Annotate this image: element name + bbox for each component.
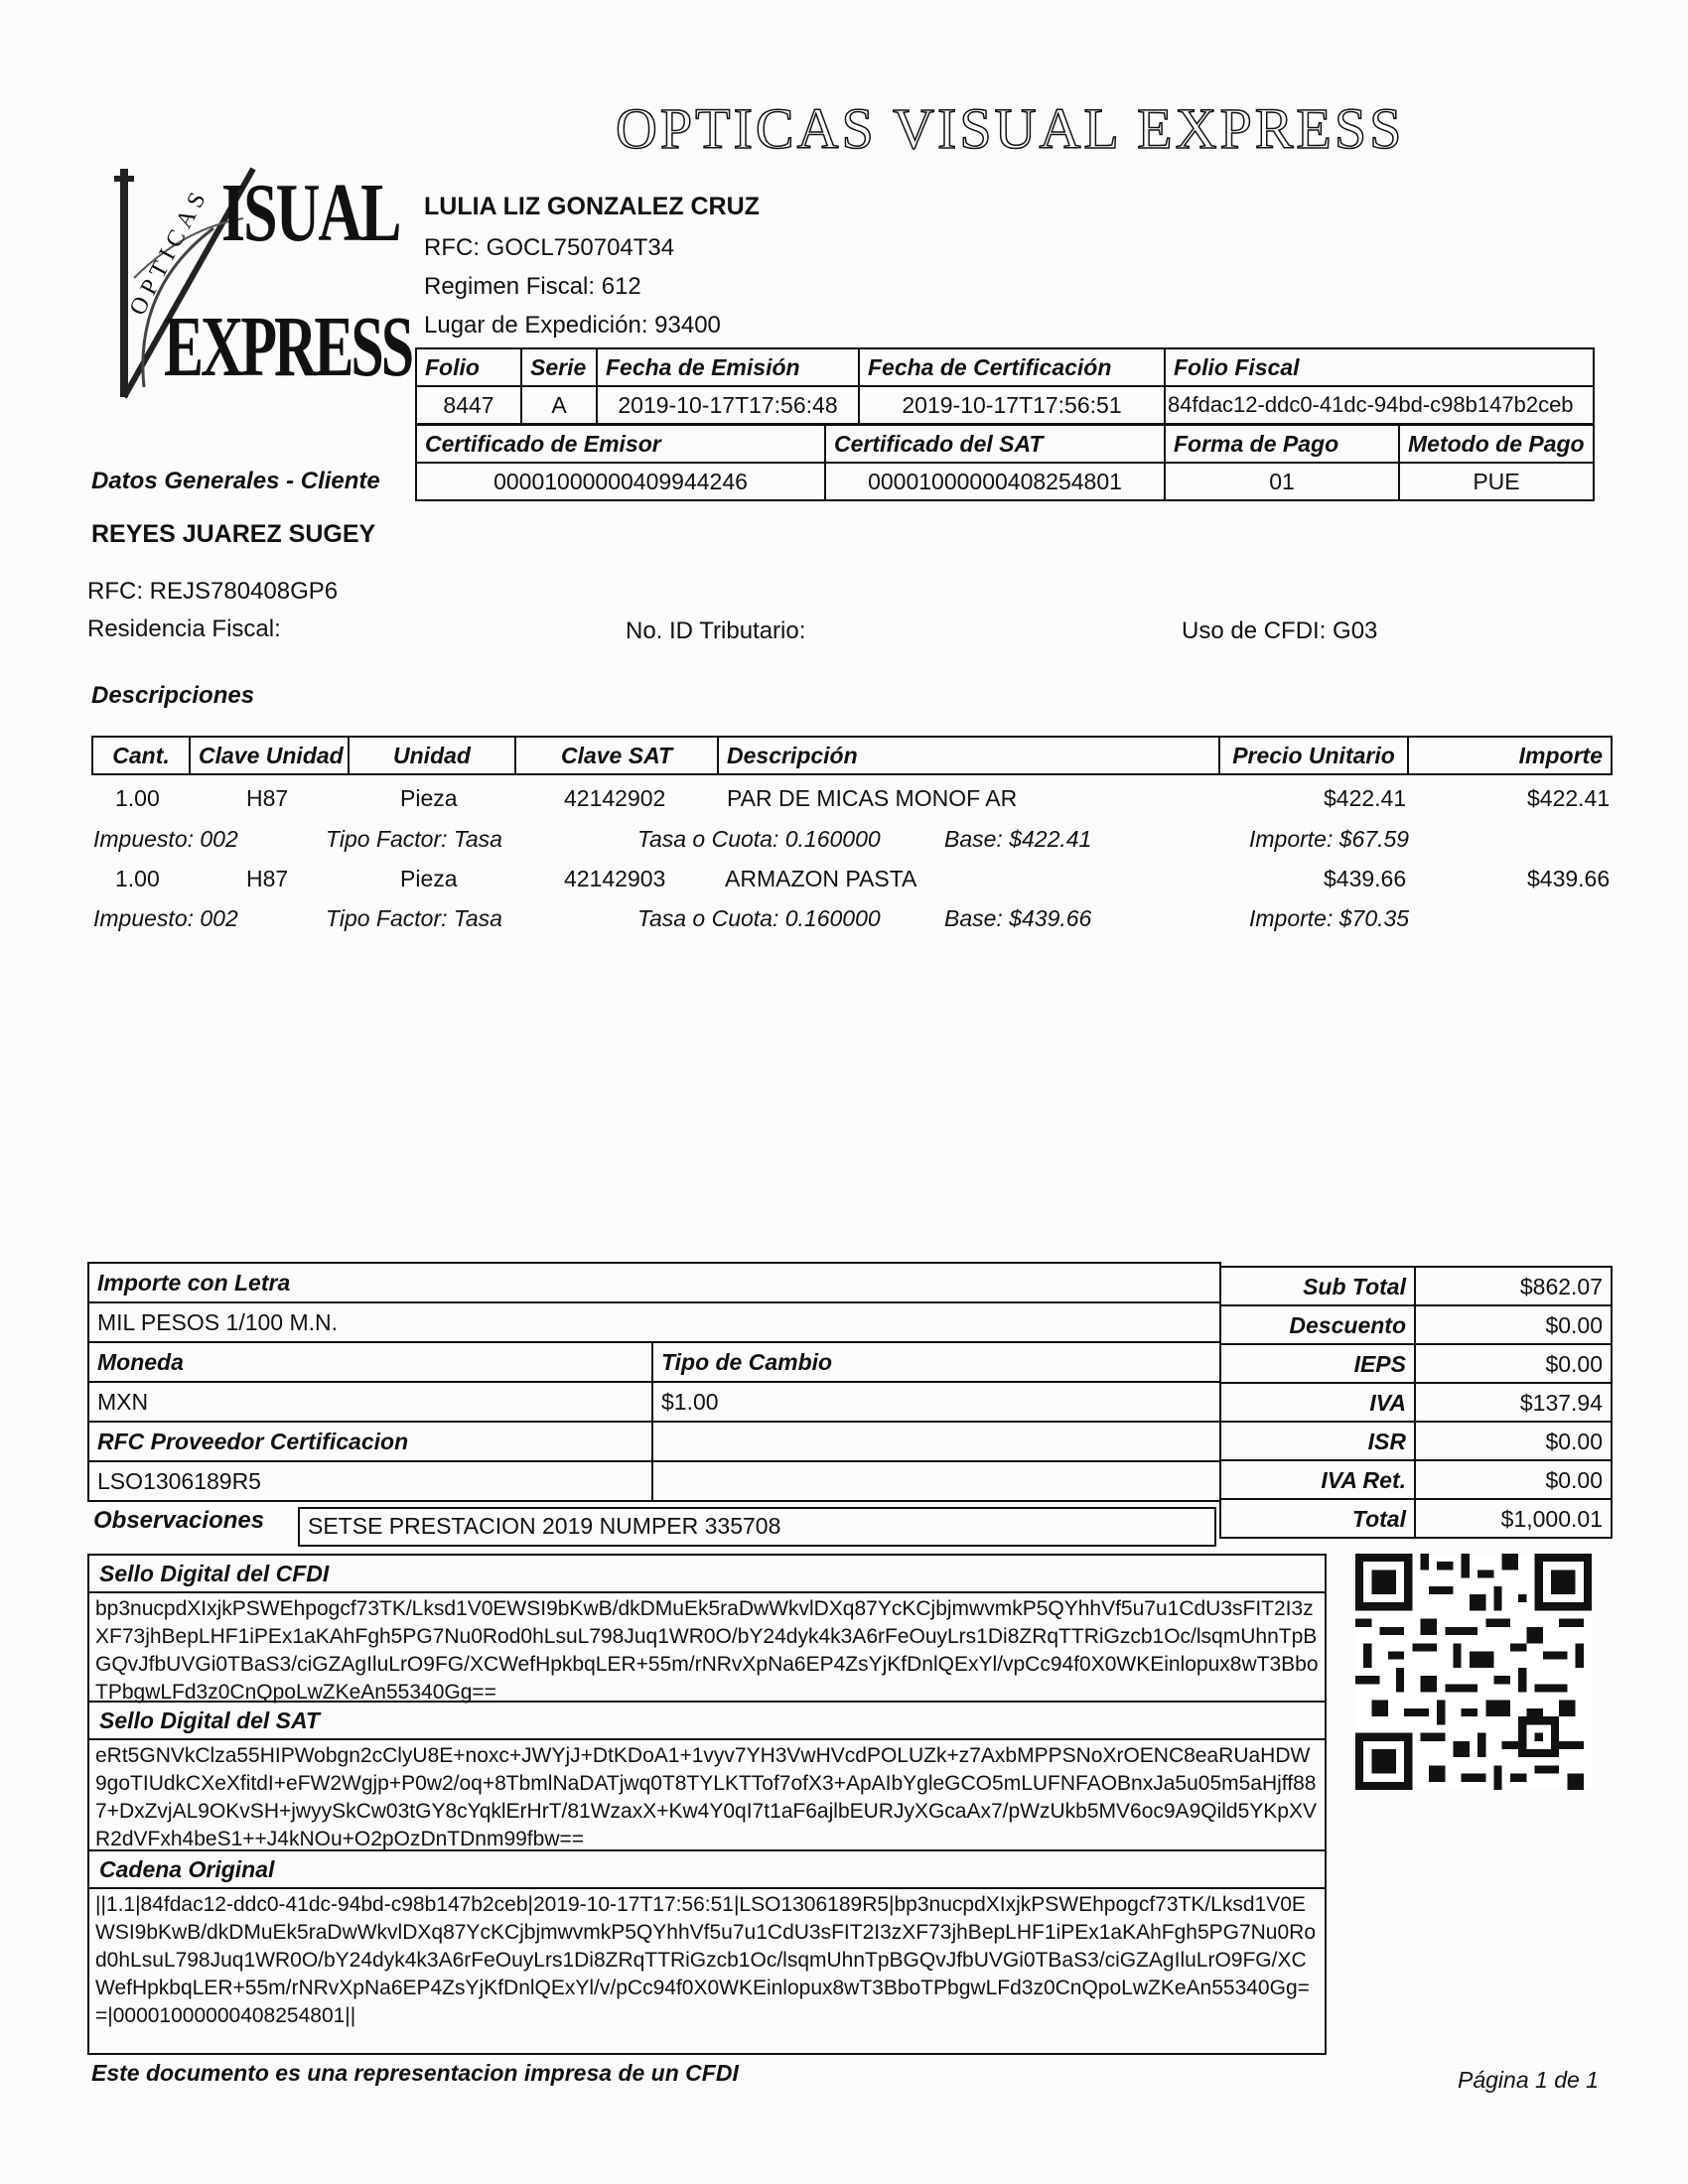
issuer-name: LULIA LIZ GONZALEZ CRUZ xyxy=(424,193,760,220)
iva-label: IVA xyxy=(1220,1383,1415,1422)
tax-tasa: Tasa o Cuota: 0.160000 xyxy=(637,826,881,852)
certificates-table xyxy=(415,424,1595,501)
forma-pago-label: Forma de Pago xyxy=(1165,425,1399,463)
item-cant: 1.00 xyxy=(115,866,160,891)
item-precio: $439.66 xyxy=(1324,866,1407,891)
totals-table xyxy=(1219,1266,1613,1539)
client-residencia: Residencia Fiscal: xyxy=(87,615,281,642)
cert-emisor-label: Certificado de Emisor xyxy=(416,425,825,463)
importe-letra-label: Importe con Letra xyxy=(88,1263,1220,1302)
footer-note: Este documento es una representacion impresa de un CFDI xyxy=(91,2060,739,2086)
sello-sat-section xyxy=(87,1701,1327,1851)
col-clave-sat: Clave SAT xyxy=(515,737,718,774)
cert-sat-value: 00001000000408254801 xyxy=(825,463,1165,500)
isr-label: ISR xyxy=(1220,1422,1415,1460)
subtotal-value: $862.07 xyxy=(1415,1267,1612,1305)
folio-label: Folio xyxy=(416,348,521,386)
serie-label: Serie xyxy=(521,348,597,386)
serie-value: A xyxy=(521,386,597,424)
emision-value: 2019-10-17T17:56:48 xyxy=(597,386,859,424)
item-clave-sat: 42142903 xyxy=(564,866,666,891)
tax-importe: Importe: $70.35 xyxy=(1249,905,1410,931)
iva-value: $137.94 xyxy=(1415,1383,1612,1422)
cadena-original-label: Cadena Original xyxy=(89,1851,1325,1889)
item-clave-sat: 42142902 xyxy=(564,785,666,811)
company-title: OPTICAS VISUAL EXPRESS xyxy=(616,96,1405,161)
tax-base: Base: $422.41 xyxy=(944,826,1092,852)
sello-sat-value: eRt5GNVkClza55HIPWobgn2cClyU8E+noxc+JWYjJ+DtKDoA1+1vyv7YH3VwHVcdPOLUZk+z7AxbMPPSNoXrOENC8eaRUaHDW9goTIUdkCXeXfitdI+eFW2Wgjp+P0w2/oq+8TbmlNaDATjwq0T8TYLKTTof7ofX3+ApAIbYgleGCO5mLUFNFAOBnxJa5u05m5aHjff887+DxZvjAL9OKvSH+jwyySkCw03tGY8cYqklErHrT/81WzaxX+Kw4Y0qI7t1aF6ajlbEURJyXGcaAx7/pWzUkb5MV6oc9A9Qild5YKpXVR2dVFxh4beS1++J4kNOu+O2pOzDnTDnm99fbw== xyxy=(95,1744,1317,1850)
item-clave-unidad: H87 xyxy=(246,866,289,891)
sello-cfdi-value: bp3nucpdXIxjkPSWEhpogcf73TK/Lksd1V0EWSI9bKwB/dkDMuEk5raDwWkvlDXq87YcKCjbjmwvmkP5QYhhVf5u7u1CdU3sFIT2I3zXF73jhBepLHF1iPEx1aKAhFgh5PG7Nu0Rod0hLsuL798Juq1WR0O/bY24dyk4k3A6rFeOuyLrs1Di8ZRqTTRiGzcb1Oc/lsqmUhnTpBGQvJfbUVGi0TBaS3/ciGZAgIluLrO9FG/XCWefHpkbqLER+55m/rNRvXpNa6EP4ZsYjKfDnlQExYl/vpCc94f0X0WKEinlopux8wT3BboTPbgwLFd3z0CnQpoLwZKeAn55340Gg== xyxy=(95,1597,1319,1704)
tax-impuesto: Impuesto: 002 xyxy=(93,905,238,931)
tax-impuesto: Impuesto: 002 xyxy=(93,826,238,852)
client-uso-cfdi: Uso de CFDI: G03 xyxy=(1182,617,1378,644)
client-name: REYES JUAREZ SUGEY xyxy=(91,520,376,548)
summary-table xyxy=(87,1262,1221,1502)
iva-ret-label: IVA Ret. xyxy=(1220,1460,1415,1499)
folio-fiscal-label: Folio Fiscal xyxy=(1165,348,1594,386)
tipo-cambio-value: $1.00 xyxy=(652,1382,1220,1422)
line-item-tax xyxy=(89,900,1599,936)
item-descripcion: ARMAZON PASTA xyxy=(725,866,917,891)
descuento-label: Descuento xyxy=(1220,1305,1415,1344)
moneda-label: Moneda xyxy=(88,1342,652,1382)
issuer-lugar: Lugar de Expedición: 93400 xyxy=(424,312,721,339)
forma-pago-value: 01 xyxy=(1165,463,1399,500)
descriptions-header xyxy=(91,736,1613,775)
item-unidad: Pieza xyxy=(400,785,458,811)
item-precio: $422.41 xyxy=(1324,785,1407,811)
tax-tipo-factor: Tipo Factor: Tasa xyxy=(326,826,502,852)
observaciones-box xyxy=(298,1507,1216,1547)
line-item xyxy=(89,780,1611,816)
item-unidad: Pieza xyxy=(400,866,458,891)
line-item-tax xyxy=(89,821,1599,857)
line-item xyxy=(89,861,1611,896)
descriptions-label: Descripciones xyxy=(91,682,255,709)
tax-tipo-factor: Tipo Factor: Tasa xyxy=(326,905,502,931)
logo-text-top: ISUAL xyxy=(221,167,400,259)
folio-value: 8447 xyxy=(416,386,521,424)
isr-value: $0.00 xyxy=(1415,1422,1612,1460)
importe-letra-value: MIL PESOS 1/100 M.N. xyxy=(88,1302,1220,1342)
col-precio-unitario: Precio Unitario xyxy=(1219,737,1408,774)
metodo-pago-value: PUE xyxy=(1399,463,1594,500)
qr-code-image xyxy=(1355,1554,1592,1790)
logo-text-bottom: EXPRESS xyxy=(164,298,412,394)
item-importe: $439.66 xyxy=(1527,866,1611,891)
item-cant: 1.00 xyxy=(115,785,160,811)
empty-cell xyxy=(652,1422,1220,1461)
col-clave-unidad: Clave Unidad xyxy=(190,737,349,774)
col-unidad: Unidad xyxy=(349,737,515,774)
empty-cell xyxy=(652,1461,1220,1501)
tax-tasa: Tasa o Cuota: 0.160000 xyxy=(637,905,881,931)
tax-base: Base: $439.66 xyxy=(944,905,1092,931)
subtotal-label: Sub Total xyxy=(1220,1267,1415,1305)
sello-sat-label: Sello Digital del SAT xyxy=(89,1703,1325,1740)
rfc-proveedor-value: LSO1306189R5 xyxy=(88,1461,652,1501)
company-logo xyxy=(104,109,412,427)
cert-sat-label: Certificado del SAT xyxy=(825,425,1165,463)
logo-text-vertical: OPTICAS xyxy=(124,183,214,321)
ieps-label: IEPS xyxy=(1220,1344,1415,1383)
iva-ret-value: $0.00 xyxy=(1415,1460,1612,1499)
certificacion-label: Fecha de Certificación xyxy=(859,348,1165,386)
item-clave-unidad: H87 xyxy=(246,785,289,811)
col-descripcion: Descripción xyxy=(718,737,1219,774)
invoice-header-table xyxy=(415,347,1595,425)
observaciones-label: Observaciones xyxy=(93,1507,265,1534)
total-value: $1,000.01 xyxy=(1415,1499,1612,1538)
cadena-original-section xyxy=(87,1849,1327,2055)
page-number: Página 1 de 1 xyxy=(1458,2067,1599,2093)
observaciones-value: SETSE PRESTACION 2019 NUMPER 335708 xyxy=(308,1513,781,1539)
sello-cfdi-label: Sello Digital del CFDI xyxy=(89,1556,1325,1593)
cert-emisor-value: 00001000000409944246 xyxy=(416,463,825,500)
ieps-value: $0.00 xyxy=(1415,1344,1612,1383)
item-importe: $422.41 xyxy=(1527,785,1611,811)
col-importe: Importe xyxy=(1408,737,1612,774)
cadena-original-value: ||1.1|84fdac12-ddc0-41dc-94bd-c98b147b2ceb|2019-10-17T17:56:51|LSO1306189R5|bp3nucpdXIxjkPSWEhpogcf73TK/Lksd1V0EWSI9bKwB/dkDMuEk5raDwWkvlDXq87YcKCjbjmwvmkP5QYhhVf5u7u1CdU3sFIT2I3zXF73jhBepLHF1iPEx1aKAhFgh5PG7Nu0Rod0hLsuL798Juq1WR0O/bY24dyk4k3A6rFeOuyLrs1Di8ZRqTTRiGzcb1Oc/lsqmUhnTpBGQvJfbUVGi0TBaS3/ciGZAgIluLrO9FG/XCWefHpkbqLER+55m/rNRvXpNa6EP4ZsYjKfDnlQExYl/v/pCc94f0X0WKEinlopux8wT3BboTPbgwLFd3z0CnQpoLwZKeAn55340Gg==|00001000000408254801|| xyxy=(95,1893,1317,2027)
emision-label: Fecha de Emisión xyxy=(597,348,859,386)
sello-cfdi-section xyxy=(87,1554,1327,1703)
client-section-label: Datos Generales - Cliente xyxy=(91,468,380,494)
issuer-regimen: Regimen Fiscal: 612 xyxy=(424,273,641,300)
rfc-proveedor-label: RFC Proveedor Certificacion xyxy=(88,1422,652,1461)
folio-fiscal-value: 84fdac12-ddc0-41dc-94bd-c98b147b2ceb xyxy=(1165,386,1594,424)
certificacion-value: 2019-10-17T17:56:51 xyxy=(859,386,1165,424)
item-descripcion: PAR DE MICAS MONOF AR xyxy=(727,785,1018,811)
issuer-rfc: RFC: GOCL750704T34 xyxy=(424,234,675,261)
client-rfc: RFC: REJS780408GP6 xyxy=(87,578,339,605)
metodo-pago-label: Metodo de Pago xyxy=(1399,425,1594,463)
tax-importe: Importe: $67.59 xyxy=(1249,826,1410,852)
col-cant: Cant. xyxy=(92,737,190,774)
tipo-cambio-label: Tipo de Cambio xyxy=(652,1342,1220,1382)
descuento-value: $0.00 xyxy=(1415,1305,1612,1344)
client-id-tributario: No. ID Tributario: xyxy=(626,617,806,644)
moneda-value: MXN xyxy=(88,1382,652,1422)
total-label: Total xyxy=(1220,1499,1415,1538)
